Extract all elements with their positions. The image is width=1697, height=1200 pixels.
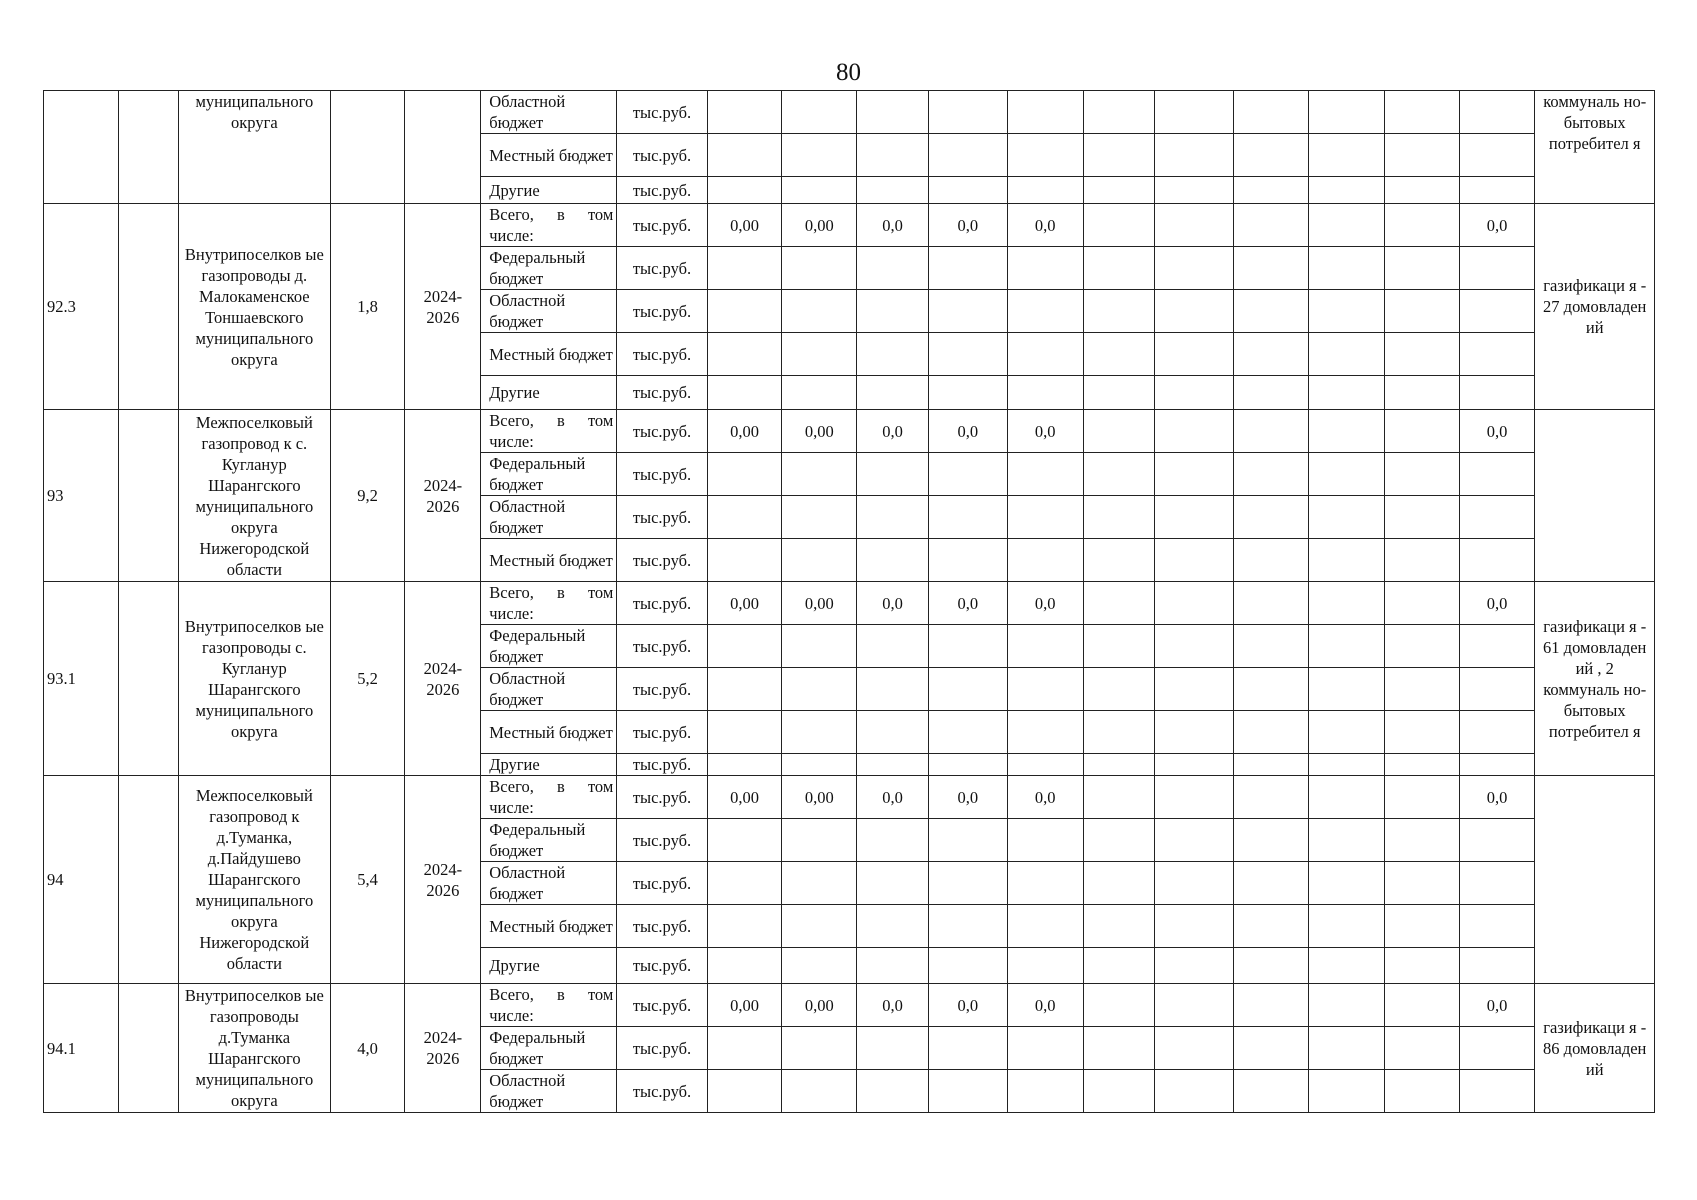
unit-cell: тыс.руб. (617, 539, 707, 582)
table-row (44, 582, 1655, 625)
object-name: Внутрипоселков ые газопроводы с. Кугланур Шарангского муниципального округа (179, 582, 331, 776)
source-total-line: Всего, в том (489, 205, 614, 224)
source-regional: Областной бюджет (481, 1070, 617, 1113)
length-cell: 1,8 (330, 204, 405, 410)
source-other: Другие (481, 177, 617, 204)
total-value: 0,00 (782, 984, 857, 1027)
note-cell: газификаци я - 86 домовладен ий (1535, 984, 1655, 1113)
unit-cell: тыс.руб. (617, 948, 707, 984)
note-cell: коммуналь но- бытовых потребител я (1535, 91, 1655, 204)
unit-cell: тыс.руб. (617, 625, 707, 668)
length-cell: 4,0 (330, 984, 405, 1113)
source-total-line: Всего, в том (489, 985, 614, 1004)
source-federal: Федеральный бюджет (481, 819, 617, 862)
unit-cell: тыс.руб. (617, 1070, 707, 1113)
source-regional: Областной бюджет (481, 862, 617, 905)
note-cell: газификаци я - 61 домовладен ий , 2 коммуналь но- бытовых потребител я (1535, 582, 1655, 776)
total-value: 0,0 (857, 776, 929, 819)
source-regional: Областной бюджет (481, 668, 617, 711)
length-cell: 9,2 (330, 410, 405, 582)
source-total (481, 582, 617, 625)
unit-cell: тыс.руб. (617, 905, 707, 948)
table-row (44, 776, 1655, 819)
total-value: 0,0 (1459, 204, 1535, 247)
total-value: 0,0 (928, 582, 1007, 625)
object-name: муниципального округа (179, 91, 331, 204)
total-value: 0,0 (857, 582, 929, 625)
source-total-line: числе: (489, 1006, 534, 1025)
row-empty-cell (118, 776, 178, 984)
unit-cell: тыс.руб. (617, 134, 707, 177)
row-number (44, 91, 119, 204)
table-row (44, 410, 1655, 453)
period-cell: 2024- 2026 (405, 204, 481, 410)
page-number: 80 (836, 59, 861, 86)
period-cell: 2024- 2026 (405, 410, 481, 582)
total-value: 0,0 (857, 204, 929, 247)
length-cell: 5,4 (330, 776, 405, 984)
row-empty-cell (118, 204, 178, 410)
object-name: Межпоселковый газопровод к д.Туманка, д.Пайдушево Шарангского муниципального округа Нижегородской области (179, 776, 331, 984)
source-total-line: числе: (489, 432, 534, 451)
source-local: Местный бюджет (481, 905, 617, 948)
source-local: Местный бюджет (481, 333, 617, 376)
source-federal: Федеральный бюджет (481, 247, 617, 290)
note-cell: газификаци я - 27 домовладен ий (1535, 204, 1655, 410)
total-value: 0,0 (1007, 582, 1083, 625)
total-value: 0,0 (857, 410, 929, 453)
unit-cell: тыс.руб. (617, 496, 707, 539)
source-local: Местный бюджет (481, 539, 617, 582)
unit-cell: тыс.руб. (617, 376, 707, 410)
period-cell: 2024- 2026 (405, 776, 481, 984)
total-value: 0,0 (1459, 776, 1535, 819)
unit-cell: тыс.руб. (617, 204, 707, 247)
unit-cell: тыс.руб. (617, 410, 707, 453)
source-total (481, 984, 617, 1027)
unit-cell: тыс.руб. (617, 1027, 707, 1070)
row-empty-cell (118, 984, 178, 1113)
source-regional: Областной бюджет (481, 91, 617, 134)
row-number: 94.1 (44, 984, 119, 1113)
source-other: Другие (481, 376, 617, 410)
investment-program-table (43, 90, 1655, 1113)
total-value: 0,00 (707, 582, 782, 625)
unit-cell: тыс.руб. (617, 453, 707, 496)
unit-cell: тыс.руб. (617, 776, 707, 819)
total-value: 0,00 (707, 204, 782, 247)
object-name: Межпоселковый газопровод к с. Кугланур Шарангского муниципального округа Нижегородской области (179, 410, 331, 582)
row-number: 93 (44, 410, 119, 582)
table-row (44, 204, 1655, 247)
source-local: Местный бюджет (481, 711, 617, 754)
unit-cell: тыс.руб. (617, 862, 707, 905)
source-regional: Областной бюджет (481, 290, 617, 333)
unit-cell: тыс.руб. (617, 91, 707, 134)
total-value: 0,0 (1459, 582, 1535, 625)
period-cell: 2024- 2026 (405, 984, 481, 1113)
period-cell: 2024- 2026 (405, 582, 481, 776)
unit-cell: тыс.руб. (617, 247, 707, 290)
unit-cell: тыс.руб. (617, 333, 707, 376)
table-row (44, 984, 1655, 1027)
source-other: Другие (481, 948, 617, 984)
unit-cell: тыс.руб. (617, 177, 707, 204)
table-row (44, 91, 1655, 134)
unit-cell: тыс.руб. (617, 754, 707, 776)
source-other: Другие (481, 754, 617, 776)
source-total (481, 410, 617, 453)
source-total (481, 204, 617, 247)
unit-cell: тыс.руб. (617, 984, 707, 1027)
unit-cell: тыс.руб. (617, 290, 707, 333)
total-value: 0,00 (782, 410, 857, 453)
total-value: 0,00 (782, 582, 857, 625)
total-value: 0,0 (1007, 410, 1083, 453)
row-number: 93.1 (44, 582, 119, 776)
total-value: 0,0 (928, 410, 1007, 453)
row-number: 92.3 (44, 204, 119, 410)
total-value: 0,0 (1007, 984, 1083, 1027)
total-value: 0,00 (707, 410, 782, 453)
total-value: 0,0 (857, 984, 929, 1027)
object-name: Внутрипоселков ые газопроводы д. Малокаменское Тоншаевского муниципального округа (179, 204, 331, 410)
source-federal: Федеральный бюджет (481, 1027, 617, 1070)
total-value: 0,0 (1007, 776, 1083, 819)
period-cell (405, 91, 481, 204)
total-value: 0,0 (928, 984, 1007, 1027)
object-name: Внутрипоселков ые газопроводы д.Туманка Шарангского муниципального округа (179, 984, 331, 1113)
source-federal: Федеральный бюджет (481, 453, 617, 496)
length-cell (330, 91, 405, 204)
source-total-line: Всего, в том (489, 777, 614, 796)
row-empty-cell (118, 410, 178, 582)
source-total-line: Всего, в том (489, 583, 614, 602)
source-total (481, 776, 617, 819)
total-value: 0,00 (707, 776, 782, 819)
total-value: 0,0 (1007, 204, 1083, 247)
total-value: 0,0 (928, 204, 1007, 247)
unit-cell: тыс.руб. (617, 582, 707, 625)
unit-cell: тыс.руб. (617, 711, 707, 754)
unit-cell: тыс.руб. (617, 668, 707, 711)
total-value: 0,00 (782, 776, 857, 819)
row-empty-cell (118, 582, 178, 776)
source-regional: Областной бюджет (481, 496, 617, 539)
source-federal: Федеральный бюджет (481, 625, 617, 668)
length-cell: 5,2 (330, 582, 405, 776)
total-value: 0,00 (782, 204, 857, 247)
total-value: 0,0 (1459, 410, 1535, 453)
source-total-line: числе: (489, 604, 534, 623)
row-empty-cell (118, 91, 178, 204)
note-cell (1535, 410, 1655, 582)
unit-cell: тыс.руб. (617, 819, 707, 862)
source-local: Местный бюджет (481, 134, 617, 177)
source-total-line: числе: (489, 798, 534, 817)
total-value: 0,0 (928, 776, 1007, 819)
row-number: 94 (44, 776, 119, 984)
source-total-line: Всего, в том (489, 411, 614, 430)
total-value: 0,00 (707, 984, 782, 1027)
note-cell (1535, 776, 1655, 984)
source-total-line: числе: (489, 226, 534, 245)
total-value: 0,0 (1459, 984, 1535, 1027)
